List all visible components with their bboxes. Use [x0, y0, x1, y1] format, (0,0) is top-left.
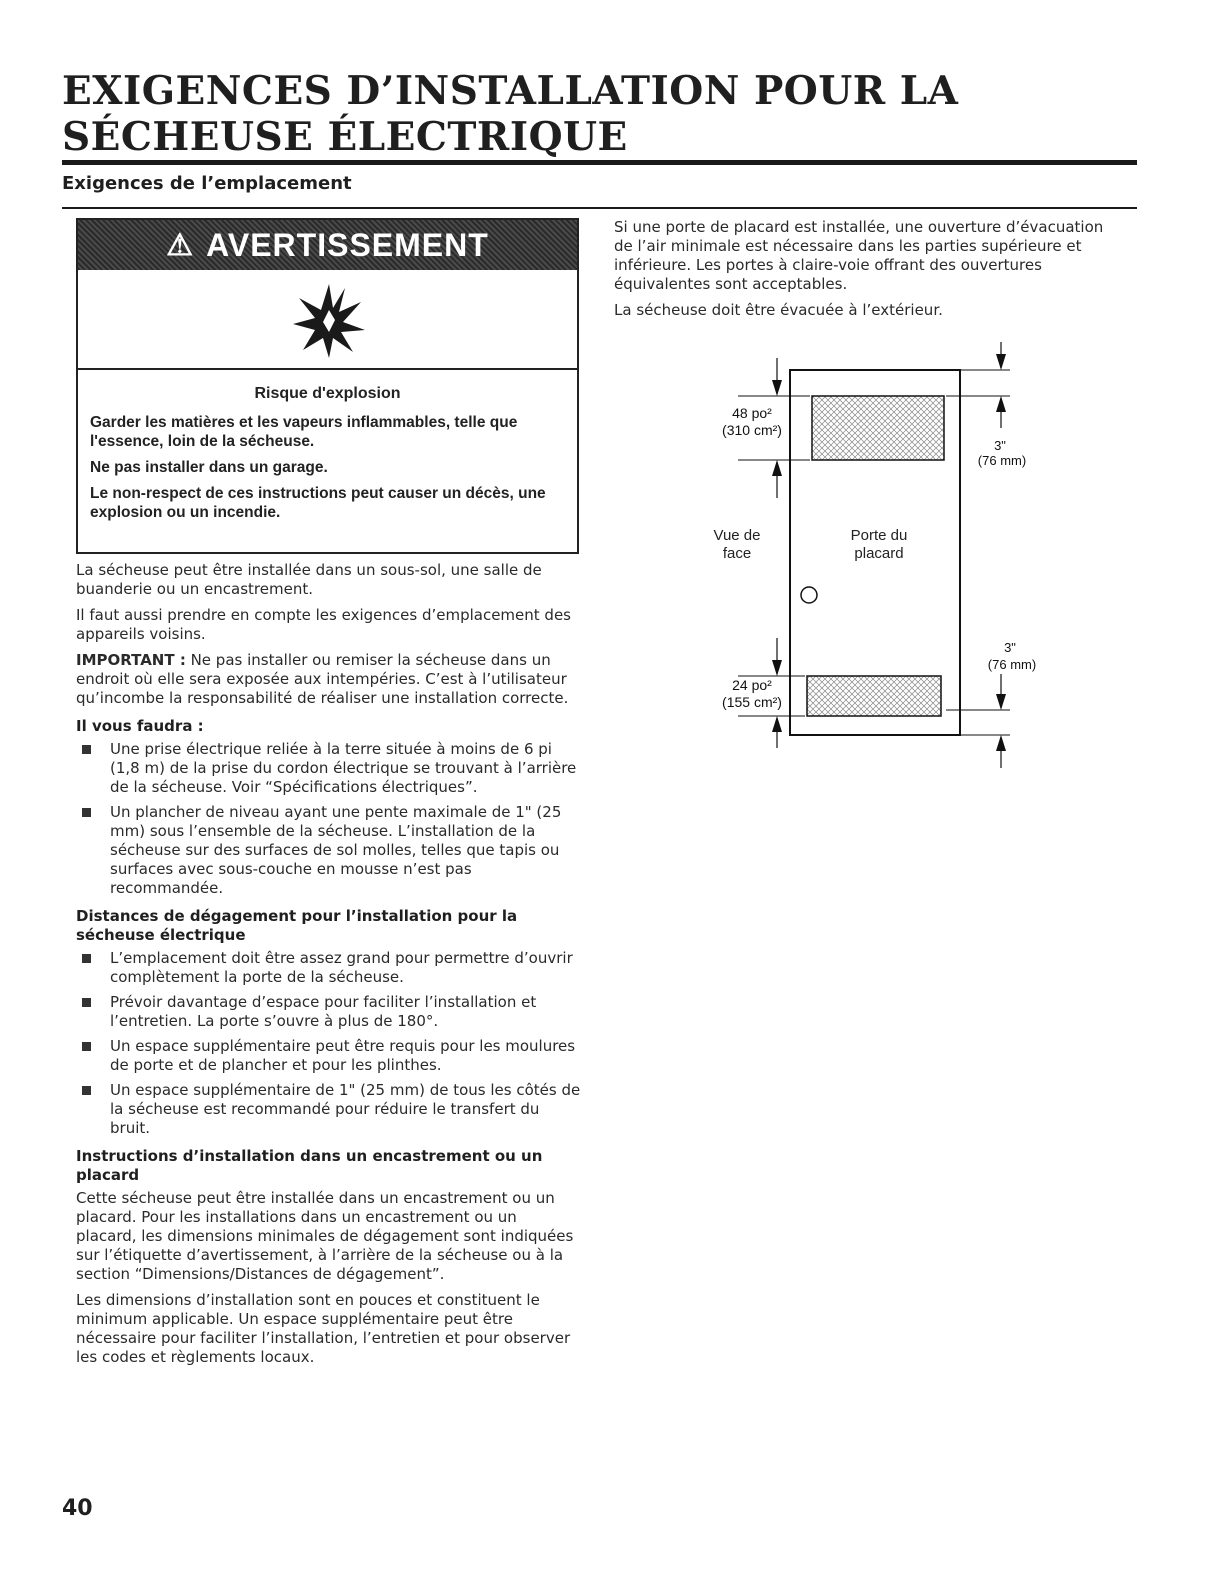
warning-line-1: Garder les matières et les vapeurs inflammables, telle que l'essence, loin de la sécheuse.: [90, 414, 518, 450]
important-paragraph: [76, 651, 581, 708]
need-list: [76, 740, 581, 898]
right-column: [614, 218, 1124, 327]
closet-door-paragraph: Si une porte de placard est installée, une ouverture d’évacuation de l’air minimale est nécessaire dans les parties supérieure et inférieure. Les portes à claire-voie offrant des ouvertures équivalentes sont acceptables.: [614, 218, 1104, 293]
important-label: IMPORTANT :: [76, 651, 186, 669]
exhaust-paragraph: La sécheuse doit être évacuée à l’extérieur.: [614, 301, 943, 319]
view-label-2: face: [722, 545, 752, 562]
bottom-area-metric-label: (155 cm²): [722, 694, 782, 710]
list-item: Un espace supplémentaire de 1" (25 mm) de tous les côtés de la sécheuse est recommandé pour réduire le transfert du bruit.: [76, 1081, 581, 1138]
page-number: 40: [62, 1496, 93, 1521]
important-text: Ne pas installer ou remiser la sécheuse dans un endroit où elle sera exposée aux intempéries. C’est à l’utilisateur qu’incombe la responsabilité de réaliser une installation correcte.: [76, 651, 569, 707]
explosion-icon: [289, 280, 369, 360]
top-vent: [812, 396, 944, 460]
door-label: Porte du: [850, 527, 908, 544]
view-label: Vue de: [713, 527, 761, 544]
top-area-label: 48 po²: [732, 405, 772, 421]
door-knob: [801, 587, 817, 603]
section-divider: [62, 207, 1137, 209]
neighbor-paragraph: Il faut aussi prendre en compte les exigences d’emplacement des appareils voisins.: [76, 606, 571, 643]
top-area-metric-label: (310 cm²): [722, 422, 782, 438]
clearance-heading: Distances de dégagement pour l’installation pour la sécheuse électrique: [76, 907, 518, 944]
page-title: EXIGENCES D’INSTALLATION POUR LA SÉCHEUSE ÉLECTRIQUE: [62, 68, 959, 160]
top-gap-label: 3": [994, 438, 1006, 453]
bottom-area-label: 24 po²: [732, 677, 772, 693]
title-divider: [62, 160, 1137, 165]
warning-risk-title: Risque d'explosion: [254, 385, 401, 402]
list-item: Une prise électrique reliée à la terre située à moins de 6 pi (1,8 m) de la prise du cordon électrique se trouvant à l’arrière de la sécheuse. Voir “Spécifications électriques”.: [76, 740, 581, 797]
warning-body: [90, 384, 565, 529]
warning-triangle-icon: ⚠: [166, 228, 195, 262]
top-gap-metric-label: (76 mm): [977, 453, 1027, 468]
bottom-gap-metric-label: (76 mm): [987, 657, 1037, 672]
bottom-vent: [807, 676, 941, 716]
clearance-list: [76, 949, 581, 1138]
door-label-2: placard: [854, 545, 904, 562]
warning-header: [78, 220, 577, 270]
left-column: [76, 561, 581, 1374]
list-item: L’emplacement doit être assez grand pour permettre d’ouvrir complètement la porte de la sécheuse.: [76, 949, 581, 987]
location-paragraph: La sécheuse peut être installée dans un sous-sol, une salle de buanderie ou un encastrement.: [76, 561, 542, 598]
warning-line-2: Ne pas installer dans un garage.: [90, 459, 328, 476]
section-title: Exigences de l’emplacement: [62, 173, 352, 194]
need-heading: Il vous faudra :: [76, 717, 204, 735]
warning-box: [76, 218, 579, 554]
warning-header-label: AVERTISSEMENT: [206, 226, 489, 263]
list-item: Un espace supplémentaire peut être requis pour les moulures de porte et de plancher et pour les plinthes.: [76, 1037, 581, 1075]
closet-paragraph-2: Les dimensions d’installation sont en pouces et constituent le minimum applicable. Un espace supplémentaire peut être nécessaire pour faciliter l’installation, l’entretien et pour observer les codes et règlements locaux.: [76, 1291, 571, 1366]
list-item: Prévoir davantage d’espace pour faciliter l’installation et l’entretien. La porte s’ouvre à plus de 180°.: [76, 993, 581, 1031]
bottom-gap-label: 3": [1004, 640, 1016, 655]
warning-icon-area: [78, 270, 577, 370]
closet-door-diagram: [690, 340, 1060, 770]
warning-line-3: Le non-respect de ces instructions peut causer un décès, une explosion ou un incendie.: [90, 485, 546, 521]
closet-paragraph-1: Cette sécheuse peut être installée dans un encastrement ou un placard. Pour les installations dans un encastrement ou un placard, les dimensions minimales de dégagement sont indiquées sur l’étiquette d’avertissement, à l’arrière de la sécheuse ou à la section “Dimensions/Distances de dégagement”.: [76, 1189, 574, 1283]
closet-heading: Instructions d’installation dans un encastrement ou un placard: [76, 1147, 543, 1184]
list-item: Un plancher de niveau ayant une pente maximale de 1" (25 mm) sous l’ensemble de la sécheuse. L’installation de la sécheuse sur des surfaces de sol molles, telles que tapis ou surfaces avec sous-couche en mousse n’est pas recommandée.: [76, 803, 581, 898]
